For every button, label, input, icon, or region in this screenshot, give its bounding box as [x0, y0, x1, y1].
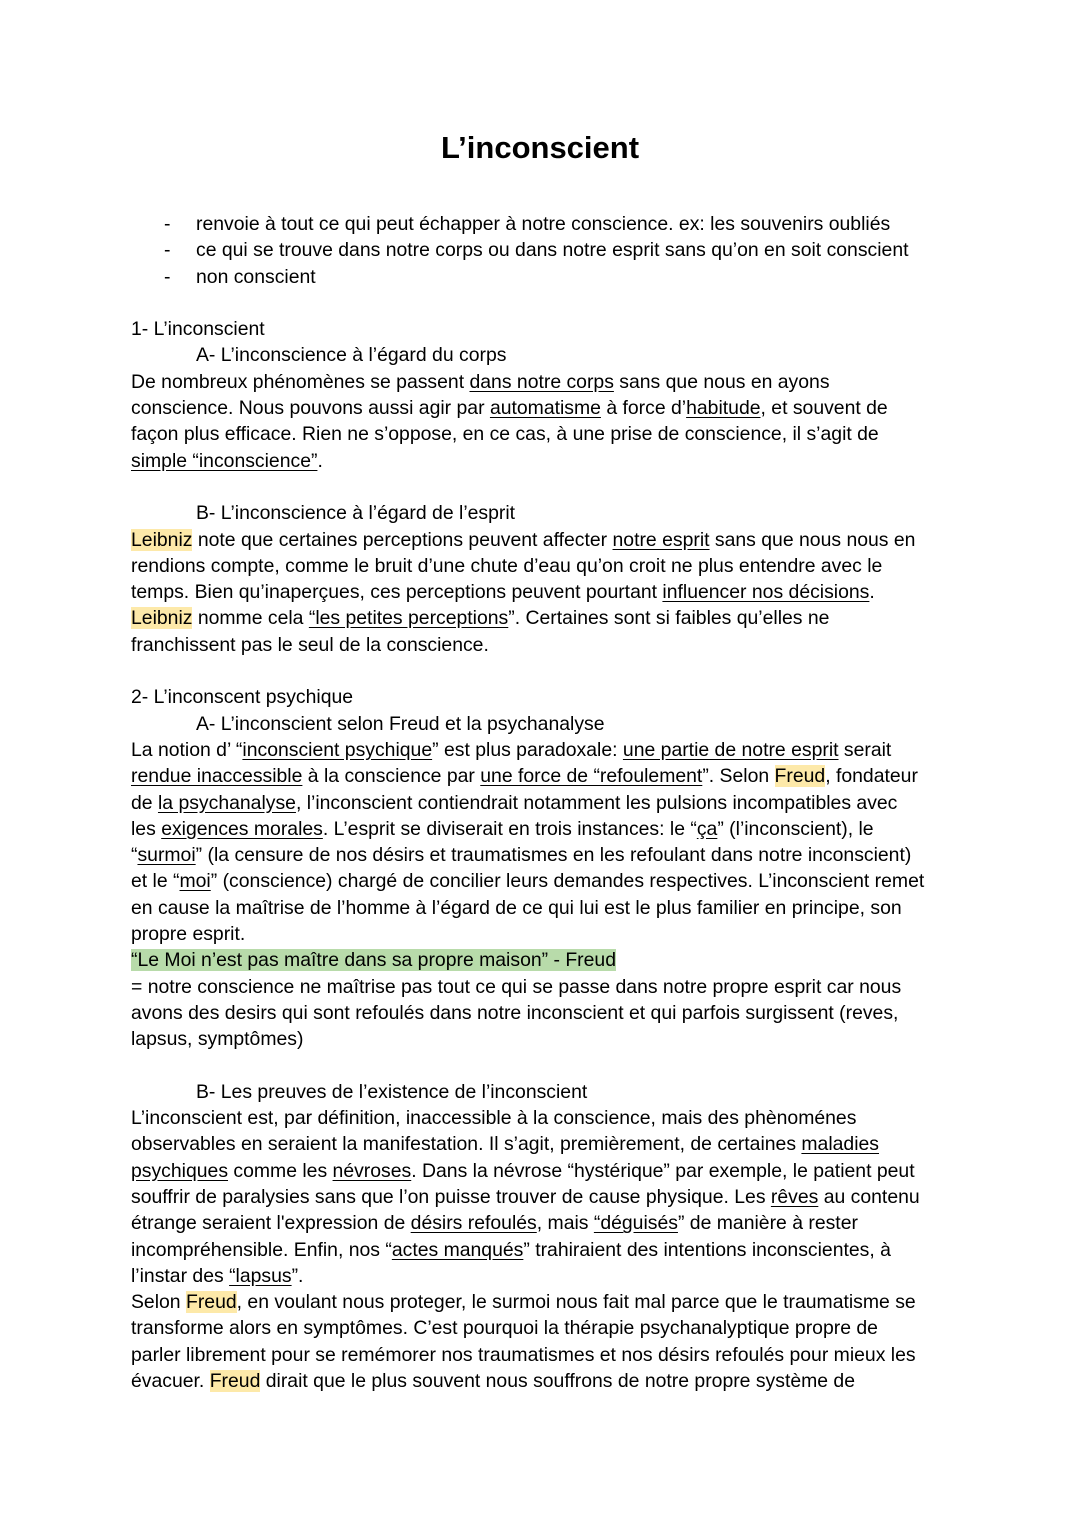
highlight-name: Leibniz [131, 528, 193, 551]
page-title: L’inconscient [440, 130, 640, 165]
highlight-quote: “Le Moi n’est pas maître dans sa propre maison” - Freud [131, 949, 616, 972]
subsection-heading: B- L’inconscience à l’égard de l’esprit [196, 502, 516, 525]
paragraph-line: Leibniz nomme cela “les petites perceptions”. Certaines sont si faibles qu’elles ne [131, 607, 830, 630]
paragraph-line: parler librement pour se remémorer nos traumatismes et nos désirs refoulés pour mieux les [131, 1343, 916, 1366]
subsection-heading: A- L’inconscience à l’égard du corps [196, 344, 507, 367]
list-item-text: non conscient [196, 265, 316, 288]
section-heading: 1- L’inconscient [131, 318, 265, 341]
paragraph-line: souffrir de paralysies sans que l’on puisse trouver de cause physique. Les rêves au contenu [131, 1185, 920, 1208]
paragraph-line: incompréhensible. Enfin, nos “actes manqués” trahiraient des intentions inconscientes, à [131, 1238, 891, 1261]
bullet-dash: - [164, 239, 171, 262]
paragraph-line: simple “inconscience”. [131, 449, 323, 472]
paragraph-line: évacuer. Freud dirait que le plus souvent nous souffrons de notre propre système de [131, 1370, 856, 1393]
paragraph-line: L’inconscient est, par définition, inaccessible à la conscience, mais des phènoménes [131, 1107, 857, 1130]
paragraph-line: propre esprit. [131, 923, 246, 946]
paragraph-line: en cause la maîtrise de l’homme à l’égard de ce qui lui est le plus familier en principe, son [131, 896, 902, 919]
paragraph-line: transforme alors en symptômes. C’est pourquoi la thérapie psychanalyptique propre de [131, 1317, 878, 1340]
paragraph-line: “surmoi” (la censure de nos désirs et traumatismes en les refoulant dans notre inconscient) [131, 844, 912, 867]
paragraph-line: Leibniz note que certaines perceptions peuvent affecter notre esprit sans que nous nous en [131, 528, 916, 551]
bullet-dash: - [164, 213, 171, 235]
paragraph-line: et le “moi” (conscience) chargé de concilier leurs demandes respectives. L’inconscient remet [131, 870, 925, 893]
highlight-name: Leibniz [131, 607, 193, 630]
paragraph-line: = notre conscience ne maîtrise pas tout ce qui se passe dans notre propre esprit car nous [131, 975, 902, 998]
bullet-dash: - [164, 265, 171, 288]
section-heading: 2- L’inconscent psychique [131, 686, 354, 709]
highlight-name: Freud [209, 1370, 261, 1393]
paragraph-line: les exigences morales. L’esprit se diviserait en trois instances: le “ça” (l’inconscient), le [131, 817, 874, 840]
paragraph-line: franchissent pas le seul de la conscience. [131, 633, 489, 656]
list-item [131, 211, 971, 237]
paragraph-line: l’instar des “lapsus”. [131, 1264, 304, 1287]
paragraph-line: psychiques comme les névroses. Dans la névrose “hystérique” par exemple, le patient peut [131, 1159, 915, 1182]
paragraph-line: La notion d’ “inconscient psychique” est plus paradoxale: une partie de notre esprit serait [131, 738, 892, 761]
paragraph-line: de la psychanalyse, l’inconscient contiendrait notamment les pulsions incompatibles avec [131, 791, 898, 814]
paragraph-line: Selon Freud, en voulant nous proteger, le surmoi nous fait mal parce que le traumatisme se [131, 1291, 916, 1314]
quote-line [131, 947, 971, 973]
paragraph-line: rendue inaccessible à la conscience par une force de “refoulement”. Selon Freud, fondateur [131, 765, 918, 788]
paragraph-line: façon plus efficace. Rien ne s’oppose, en ce cas, à une prise de conscience, il s’agit de [131, 423, 879, 446]
subsection-heading: A- L’inconscient selon Freud et la psychanalyse [196, 712, 605, 735]
document-body [131, 211, 971, 1394]
paragraph-line: De nombreux phénomènes se passent dans notre corps sans que nous en ayons [131, 370, 830, 393]
paragraph-line: rendions compte, comme le bruit d’une chute d’eau qu’on croit ne plus entendre avec le [131, 554, 883, 577]
list-item-text: renvoie à tout ce qui peut échapper à notre conscience. ex: les souvenirs oubliés [196, 213, 891, 235]
paragraph-line: étrange seraient l'expression de désirs refoulés, mais “déguisés” de manière à rester [131, 1212, 858, 1235]
paragraph-line: lapsus, symptômes) [131, 1028, 304, 1051]
list-item [131, 237, 971, 263]
list-item-text: ce qui se trouve dans notre corps ou dans notre esprit sans qu’on en soit conscient [196, 239, 909, 262]
paragraph-line: observables en seraient la manifestation. Il s’agit, premièrement, de certaines maladies [131, 1133, 880, 1156]
list-item [131, 264, 971, 290]
paragraph-line: temps. Bien qu’inaperçues, ces perceptions peuvent pourtant influencer nos décisions. [131, 581, 875, 604]
highlight-name: Freud [185, 1291, 237, 1314]
paragraph-line: avons des desirs qui sont refoulés dans notre inconscient et qui parfois surgissent (reves, [131, 1001, 899, 1024]
highlight-name: Freud [774, 765, 826, 788]
subsection-heading: B- Les preuves de l’existence de l’inconscient [196, 1080, 588, 1103]
paragraph-line: conscience. Nous pouvons aussi agir par automatisme à force d’habitude, et souvent de [131, 397, 888, 420]
